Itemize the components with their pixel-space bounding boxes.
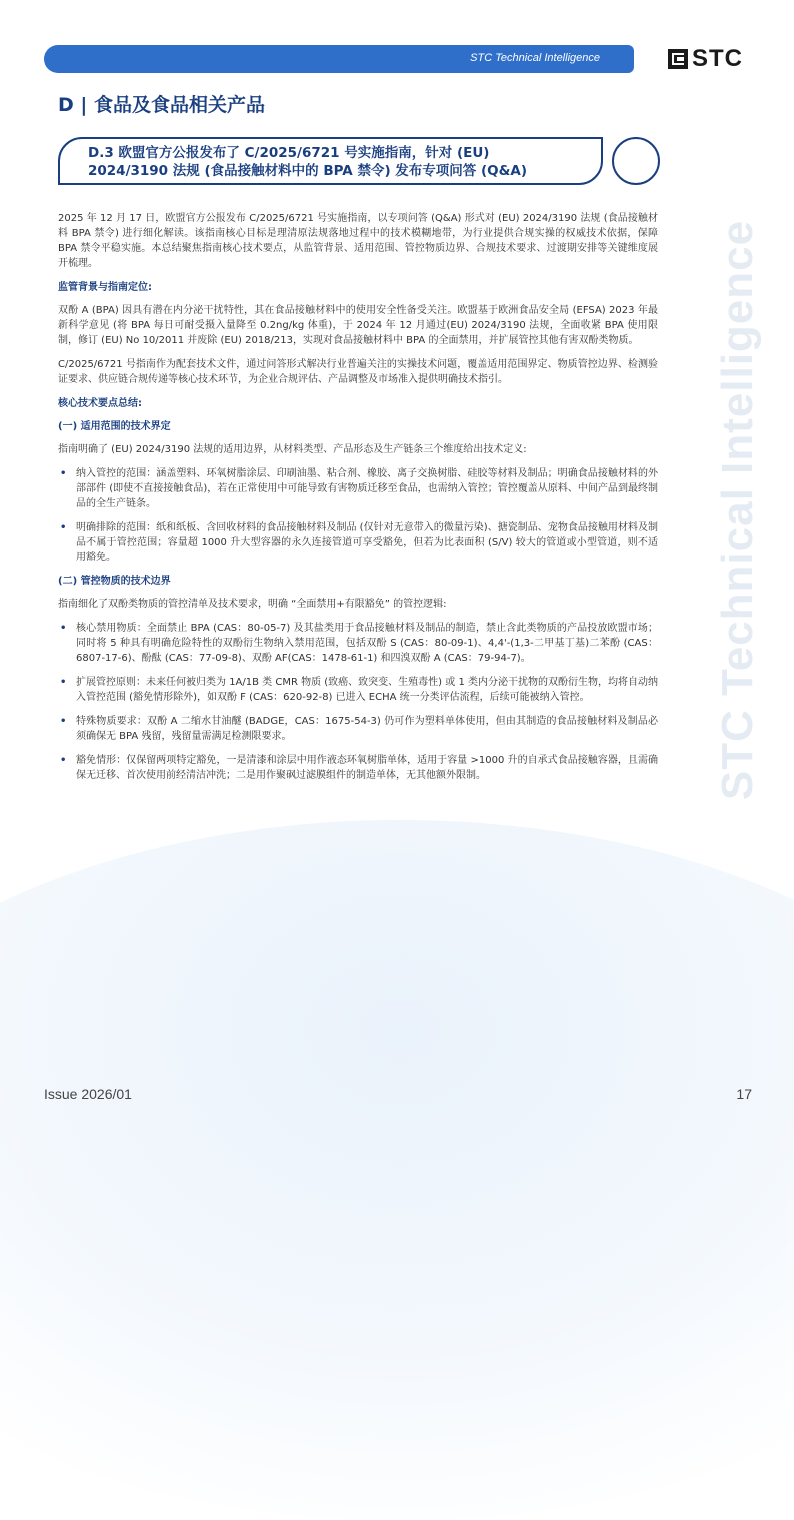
side-watermark: STC Technical Intelligence: [713, 219, 762, 801]
intro-paragraph: 2025 年 12 月 17 日，欧盟官方公报发布 C/2025/6721 号实施指南，以专项问答 (Q&A) 形式对 (EU) 2024/3190 法规 (食品接触材料 BPA 禁令) 进行细化解读。该指南核心目标是理清原法规落地过程中的技术模糊地带，为行业提供合规实操的权威技术依据，保障 BPA 禁令平稳实施。本总结聚焦指南核心技术要点，从监管背景、适用范围、管控物质边界、合规技术要求、过渡期安排等关键维度展开梳理。: [58, 213, 658, 269]
header-bar: [44, 45, 634, 73]
decorative-circle: [612, 137, 660, 185]
footer-issue: Issue 2026/01: [44, 1086, 132, 1102]
heading-background: 监管背景与指南定位:: [58, 282, 152, 293]
stc-logo-mark-icon: [668, 49, 688, 69]
header-tagline: STC Technical Intelligence: [470, 52, 600, 64]
background-paragraph-2: C/2025/6721 号指南作为配套技术文件，通过问答形式解决行业普遍关注的实操技术问题，覆盖适用范围界定、物质管控边界、检测验证要求、供应链合规传递等核心技术环节，为企业合规评估、产品调整及市场准入提供明确技术指引。: [58, 359, 658, 385]
subsection-title: [88, 144, 588, 180]
background-paragraph-1: 双酚 A (BPA) 因具有潜在内分泌干扰特性，其在食品接触材料中的使用安全性备受关注。欧盟基于欧洲食品安全局 (EFSA) 2023 年最新科学意见 (将 BPA 每日可耐受摄入量降至 0.2ng/kg 体重)，于 2024 年 12 月通过(EU) 2024/3190 法规，全面收紧 BPA 使用限制，修订 (EU) No 10/2011 并废除 (EU) 2018/213，实现对食品接触材料中 BPA 的全面禁用，并扩展管控其他有害双酚类物质。: [58, 305, 658, 346]
article-body: [58, 211, 658, 792]
list-item: • 核心禁用物质：全面禁止 BPA (CAS：80-05-7) 及其盐类用于食品接触材料及制品的制造，禁止含此类物质的产品投放欧盟市场；同时将 5 种具有明确危险特性的双酚衍生物纳入禁用范围，包括双酚 S (CAS：80-09-1)、4,4'-(1,3-二甲基丁基)二苯酚 (CAS：6807-17-6)、酚酞 (CAS：77-09-8)、双酚 AF(CAS：1478-61-1) 和四溴双酚 A (CAS：79-94-7)。: [58, 621, 658, 666]
subsection-title-line-2: 2024/3190 法规 (食品接触材料中的 BPA 禁令) 发布专项问答 (Q&A): [88, 163, 528, 179]
section-title: D | 食品及食品相关产品: [58, 94, 265, 116]
list-item: • 豁免情形：仅保留两项特定豁免，一是清漆和涂层中用作液态环氧树脂单体，适用于容量 >1000 升的自承式食品接触容器，且需确保无迁移、首次使用前经清洁冲洗；二是用作聚砜过滤膜组件的制造单体，无其他额外限制。: [58, 753, 658, 783]
boundary-intro: 指南细化了双酚类物质的管控清单及技术要求，明确 “全面禁用+有限豁免” 的管控逻辑:: [58, 599, 447, 610]
page-number: 17: [736, 1086, 752, 1102]
heading-core-points: 核心技术要点总结:: [58, 398, 142, 409]
scope-list: [58, 466, 658, 565]
background-arc: [0, 820, 794, 1520]
list-item: • 特殊物质要求：双酚 A 二缩水甘油醚 (BADGE，CAS：1675-54-3) 仍可作为塑料单体使用，但由其制造的食品接触材料及制品必须确保无 BPA 残留，残留量需满足检测限要求。: [58, 714, 658, 744]
scope-intro: 指南明确了 (EU) 2024/3190 法规的适用边界，从材料类型、产品形态及生产链条三个维度给出技术定义:: [58, 444, 527, 455]
subsection-title-box: [58, 137, 603, 185]
list-item: • 扩展管控原则：未来任何被归类为 1A/1B 类 CMR 物质 (致癌、致突变、生殖毒性) 或 1 类内分泌干扰物的双酚衍生物，均将自动纳入管控范围 (豁免情形除外)，如双酚 F (CAS：620-92-8) 已进入 ECHA 统一分类评估流程，后续可能被纳入管控。: [58, 675, 658, 705]
boundary-list: [58, 621, 658, 783]
stc-logo-text: STC: [692, 45, 743, 72]
heading-substance-boundary: (二) 管控物质的技术边界: [58, 576, 171, 587]
stc-logo: [668, 47, 743, 71]
subsection-title-line-1: D.3 欧盟官方公报发布了 C/2025/6721 号实施指南，针对 (EU): [88, 145, 490, 161]
list-item: • 明确排除的范围：纸和纸板、含回收材料的食品接触材料及制品 (仅针对无意带入的微量污染)、搪瓷制品、宠物食品接触用材料及制品不属于管控范围；容量超 1000 升大型容器的永久连接管道可享受豁免，但若为比表面积 (S/V) 较大的管道或小型管道，则不适用豁免。: [58, 520, 658, 565]
heading-scope: (一) 适用范围的技术界定: [58, 421, 171, 432]
list-item: • 纳入管控的范围：涵盖塑料、环氧树脂涂层、印刷油墨、粘合剂、橡胶、离子交换树脂、硅胶等材料及制品；明确食品接触材料的外部部件 (即使不直接接触食品)，若在正常使用中可能导致有害物质迁移至食品，也需纳入管控；管控覆盖从原料、中间产品到最终制品的全生产链条。: [58, 466, 658, 511]
